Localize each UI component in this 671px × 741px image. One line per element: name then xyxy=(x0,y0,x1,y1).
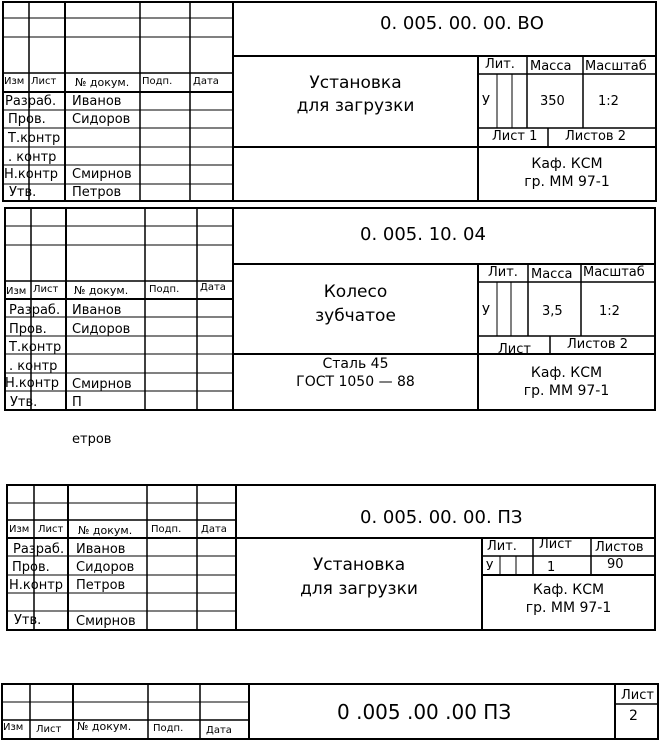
name-norm-control: Петров xyxy=(76,578,126,593)
header-sheet: Лист xyxy=(539,537,572,552)
header-date: Дата xyxy=(206,725,232,736)
sheets-total-value: 90 xyxy=(607,557,624,572)
document-code: 0 .005 .00 .00 ПЗ xyxy=(337,700,512,724)
header-signature: Подп. xyxy=(151,524,182,535)
header-lit: Лит. xyxy=(488,265,518,280)
header-list: Лист xyxy=(33,284,59,295)
name-norm-control: Смирнов xyxy=(72,377,132,392)
lit-value: У xyxy=(486,559,494,573)
header-doc-number: № докум. xyxy=(75,76,130,89)
organization-line2: гр. ММ 97-1 xyxy=(524,174,610,190)
header-izm: Изм xyxy=(9,524,30,535)
name-developer: Иванов xyxy=(72,303,122,318)
name-checker: Сидоров xyxy=(72,112,131,127)
header-signature: Подп. xyxy=(153,723,184,734)
role-checker: Пров. xyxy=(12,560,50,575)
header-lit: Лит. xyxy=(487,539,517,554)
role-approver: Утв. xyxy=(9,185,37,200)
name-approver: Смирнов xyxy=(76,614,136,629)
lit-value: У xyxy=(482,304,490,319)
document-title-line2: зубчатое xyxy=(315,306,396,326)
title-block-3 xyxy=(0,480,671,635)
sheet-label: Лист xyxy=(621,688,654,703)
header-izm: Изм xyxy=(4,76,25,87)
header-izm: Изм xyxy=(3,722,24,733)
header-signature: Подп. xyxy=(149,284,180,295)
sheet-value: 2 xyxy=(629,708,638,724)
organization-line1: Каф. КСМ xyxy=(532,582,605,598)
header-list: Лист xyxy=(38,524,64,535)
header-date: Дата xyxy=(201,524,227,535)
header-list: Лист xyxy=(36,724,62,735)
organization-line2: гр. ММ 97-1 xyxy=(525,600,612,616)
sheet-label: Лист xyxy=(498,342,531,357)
overflow-name-fragment: етров xyxy=(72,432,112,447)
header-mass: Масса xyxy=(530,59,572,74)
header-list: Лист xyxy=(31,76,57,87)
role-tech-control: Т.контр xyxy=(8,131,61,146)
header-scale: Масштаб xyxy=(583,265,645,280)
document-title-line2: для загрузки xyxy=(296,96,415,116)
role-norm-control: Н.контр xyxy=(9,578,64,593)
header-izm: Изм xyxy=(6,286,27,297)
lit-value: У xyxy=(482,94,490,109)
role-tech-control: Т.контр xyxy=(9,340,62,355)
document-title-line1: Колесо xyxy=(323,282,388,302)
title-block-2 xyxy=(0,205,671,410)
sheets-total-label: Листов 2 xyxy=(567,337,628,352)
name-approver: П xyxy=(72,395,82,410)
role-developer: Разраб. xyxy=(9,303,61,318)
organization-line1: Каф. КСМ xyxy=(531,156,603,172)
mass-value: 3,5 xyxy=(542,304,563,319)
organization-line2: гр. ММ 97-1 xyxy=(523,383,610,399)
header-sheets-total: Листов xyxy=(595,540,644,555)
document-code: 0. 005. 00. 00. ПЗ xyxy=(360,507,523,528)
role-developer: Разраб. xyxy=(13,542,65,557)
material-line1: Сталь 45 xyxy=(322,356,389,372)
role-norm-control: Н.контр xyxy=(4,167,59,182)
role-norm-control: Н.контр xyxy=(5,376,60,391)
sheet-label: Лист 1 xyxy=(492,129,538,144)
organization-line1: Каф. КСМ xyxy=(530,365,603,381)
role-developer: Разраб. xyxy=(5,94,57,109)
document-code: 0. 005. 00. 00. ВО xyxy=(380,13,544,34)
header-signature: Подп. xyxy=(142,76,173,87)
sheet-value: 1 xyxy=(547,560,556,575)
role-approver: Утв. xyxy=(10,395,38,410)
role-control: . контр xyxy=(8,150,57,165)
header-doc-number: № докум. xyxy=(74,284,129,297)
title-block-1 xyxy=(0,0,671,205)
header-doc-number: № докум. xyxy=(77,720,132,733)
header-scale: Масштаб xyxy=(585,59,647,74)
document-title-line1: Установка xyxy=(312,555,406,575)
header-doc-number: № докум. xyxy=(78,524,133,537)
header-date: Дата xyxy=(200,282,226,293)
scale-value: 1:2 xyxy=(599,304,620,319)
name-checker: Сидоров xyxy=(76,560,135,575)
name-approver: Петров xyxy=(72,185,122,200)
name-checker: Сидоров xyxy=(72,322,131,337)
sheets-total-label: Листов 2 xyxy=(565,129,626,144)
material-line2: ГОСТ 1050 — 88 xyxy=(296,374,415,390)
name-developer: Иванов xyxy=(76,542,126,557)
role-checker: Пров. xyxy=(9,322,47,337)
role-control: . контр xyxy=(9,359,58,374)
document-title-line2: для загрузки xyxy=(300,579,418,599)
role-checker: Пров. xyxy=(8,112,46,127)
mass-value: 350 xyxy=(540,94,565,109)
document-code: 0. 005. 10. 04 xyxy=(360,224,486,245)
title-block-4 xyxy=(0,680,671,741)
header-lit: Лит. xyxy=(485,57,515,72)
document-title-line1: Установка xyxy=(309,73,402,93)
header-date: Дата xyxy=(193,76,219,87)
header-mass: Масса xyxy=(531,267,573,282)
name-developer: Иванов xyxy=(72,94,122,109)
role-approver: Утв. xyxy=(14,613,42,628)
scale-value: 1:2 xyxy=(598,94,619,109)
name-norm-control: Смирнов xyxy=(72,167,132,182)
